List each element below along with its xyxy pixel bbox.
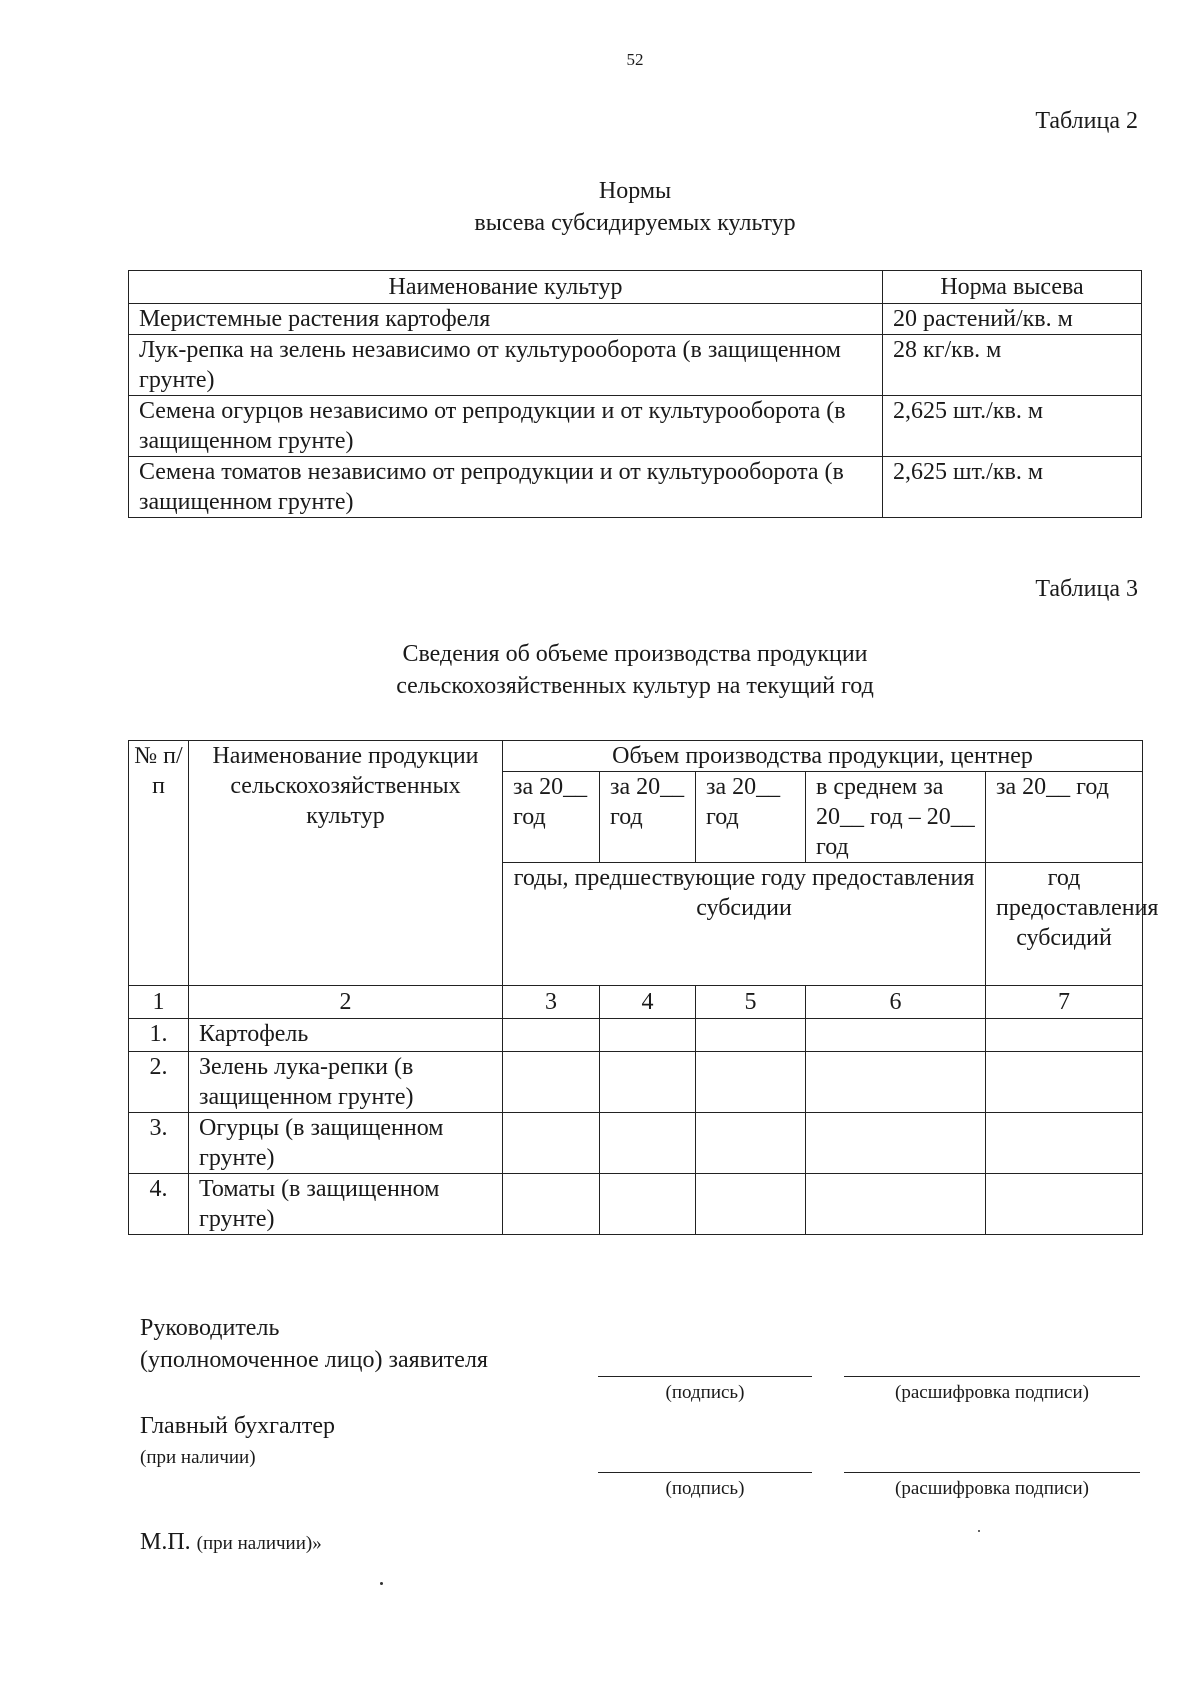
table-row: [129, 1113, 1143, 1174]
row-number: 2.: [129, 1052, 189, 1113]
value-cell: [503, 1019, 600, 1052]
table3-caption: Таблица 3: [1035, 576, 1138, 602]
year-header: за 20__ год: [696, 772, 806, 863]
accountant-subtitle: (при наличии): [140, 1447, 256, 1468]
value-cell: [806, 1113, 986, 1174]
product-name: Огурцы (в защищенном грунте): [189, 1113, 503, 1174]
table-row: [129, 1019, 1143, 1052]
value-cell: [600, 1113, 696, 1174]
decoding-caption: (расшифровка подписи): [895, 1478, 1089, 1499]
table-row: [129, 1174, 1143, 1235]
accountant-title: Главный бухгалтер: [140, 1413, 335, 1439]
column-number: 7: [986, 986, 1143, 1019]
accountant-signature-label: [140, 1410, 335, 1474]
year-header: за 20__ год: [600, 772, 696, 863]
value-cell: [600, 1052, 696, 1113]
scan-speck: [380, 1582, 383, 1585]
table-row: [129, 457, 1142, 518]
crop-name: Семена огурцов независимо от репродукции и от культурооборота (в защищенном грунте): [129, 396, 883, 457]
value-cell: [600, 1174, 696, 1235]
row-number: 1.: [129, 1019, 189, 1052]
header-production-volume: Объем производства продукции, центнер: [503, 741, 1143, 772]
column-number: 1: [129, 986, 189, 1019]
table2-caption: Таблица 2: [1035, 108, 1138, 134]
value-cell: [600, 1019, 696, 1052]
table3-header-row: [129, 741, 1143, 772]
table2-header-norm: Норма высева: [883, 271, 1142, 304]
crop-name: Лук-репка на зелень независимо от культурооборота (в защищенном грунте): [129, 335, 883, 396]
signature-caption: (подпись): [665, 1382, 745, 1403]
value-cell: [696, 1019, 806, 1052]
table-row: [129, 304, 1142, 335]
sowing-norm: 28 кг/кв. м: [883, 335, 1142, 396]
value-cell: [696, 1113, 806, 1174]
table3-title-line1: Сведения об объеме производства продукции: [402, 641, 868, 667]
value-cell: [696, 1174, 806, 1235]
scan-speck: [978, 1530, 980, 1532]
row-number: 3.: [129, 1113, 189, 1174]
table2-header-row: [129, 271, 1142, 304]
value-cell: [503, 1174, 600, 1235]
decoding-caption: (расшифровка подписи): [895, 1382, 1089, 1403]
sowing-norm: 2,625 шт./кв. м: [883, 457, 1142, 518]
row-number: 4.: [129, 1174, 189, 1235]
value-cell: [503, 1113, 600, 1174]
table3-title: [0, 638, 1200, 702]
table-row: [129, 335, 1142, 396]
head-signature-label: [140, 1312, 488, 1376]
year-header: за 20__ год: [503, 772, 600, 863]
value-cell: [503, 1052, 600, 1113]
table2-title-line2: высева субсидируемых культур: [474, 210, 796, 236]
production-volume-table: [128, 740, 1159, 1235]
value-cell: [986, 1174, 1143, 1235]
sowing-norm: 20 растений/кв. м: [883, 304, 1142, 335]
table-row: [129, 1052, 1143, 1113]
table2-title: [0, 175, 1200, 239]
accountant-decoding-line: [844, 1472, 1140, 1473]
column-numbers-row: [129, 986, 1143, 1019]
value-cell: [806, 1174, 986, 1235]
header-product-name: Наименование продукции сельскохозяйственных культур: [189, 741, 503, 986]
table-row: [129, 396, 1142, 457]
table3-title-line2: сельскохозяйственных культур на текущий год: [396, 673, 874, 699]
current-year-header: за 20__ год: [986, 772, 1143, 863]
product-name: Томаты (в защищенном грунте): [189, 1174, 503, 1235]
value-cell: [696, 1052, 806, 1113]
head-decoding-line: [844, 1376, 1140, 1377]
crop-name: Семена томатов независимо от репродукции и от культурооборота (в защищенном грунте): [129, 457, 883, 518]
accountant-signature-line: [598, 1472, 812, 1473]
period-previous: годы, предшествующие году предоставления субсидии: [503, 863, 986, 986]
head-subtitle: (уполномоченное лицо) заявителя: [140, 1347, 488, 1373]
column-number: 3: [503, 986, 600, 1019]
seal-note: (при наличии)»: [196, 1533, 322, 1554]
sowing-norms-table: [128, 270, 1142, 518]
value-cell: [986, 1113, 1143, 1174]
seal-main: М.П.: [140, 1529, 191, 1555]
average-year-header: в среднем за 20__ год – 20__ год: [806, 772, 986, 863]
table2-title-line1: Нормы: [598, 178, 672, 204]
head-signature-line: [598, 1376, 812, 1377]
signature-caption: (подпись): [665, 1478, 745, 1499]
page-number: 52: [626, 50, 644, 69]
column-number: 4: [600, 986, 696, 1019]
column-number: 5: [696, 986, 806, 1019]
value-cell: [806, 1019, 986, 1052]
value-cell: [986, 1019, 1143, 1052]
head-title: Руководитель: [140, 1315, 280, 1341]
header-number: № п/п: [129, 741, 189, 986]
column-number: 6: [806, 986, 986, 1019]
value-cell: [806, 1052, 986, 1113]
product-name: Картофель: [189, 1019, 503, 1052]
period-current: год предоставления субсидий: [986, 863, 1143, 986]
column-number: 2: [189, 986, 503, 1019]
sowing-norm: 2,625 шт./кв. м: [883, 396, 1142, 457]
value-cell: [986, 1052, 1143, 1113]
table2-header-name: Наименование культур: [129, 271, 883, 304]
crop-name: Меристемные растения картофеля: [129, 304, 883, 335]
seal-label: [140, 1526, 322, 1560]
product-name: Зелень лука-репки (в защищенном грунте): [189, 1052, 503, 1113]
